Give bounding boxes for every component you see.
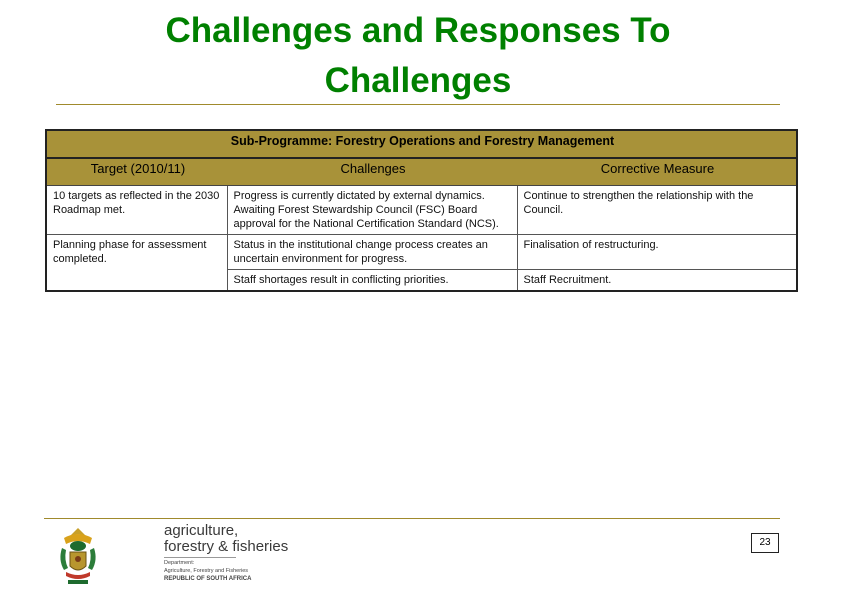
coat-of-arms-icon [56, 524, 100, 588]
dept-label: Department: [164, 560, 195, 566]
dept-name: Agriculture, Forestry and Fisheries [164, 568, 249, 574]
challenge-cell: Progress is currently dictated by external dynamics. Awaiting Forest Stewardship Council (FSC) Board approval for the National Certification Standard (NCS). [227, 186, 517, 235]
subprogramme-row [46, 130, 797, 158]
footer-divider [44, 518, 780, 519]
title-divider [56, 104, 780, 105]
column-header-corrective-measure: Corrective Measure [517, 158, 797, 186]
column-header-target: Target (2010/11) [46, 158, 227, 186]
measure-cell: Continue to strengthen the relationship with the Council. [517, 186, 797, 235]
target-cell [46, 270, 227, 292]
table-row [46, 270, 797, 292]
table-row [46, 235, 797, 270]
target-cell: Planning phase for assessment completed. [46, 235, 227, 270]
table-row [46, 186, 797, 235]
slide-title-line2: Challenges [324, 61, 512, 100]
brand-name-line2: forestry & fisheries [164, 538, 289, 555]
measure-cell: Staff Recruitment. [517, 270, 797, 292]
brand-name-line1: agriculture, [164, 522, 239, 539]
challenges-table [45, 129, 798, 292]
measure-cell: Finalisation of restructuring. [517, 235, 797, 270]
subprogramme-heading: Sub-Programme: Forestry Operations and Forestry Management [46, 130, 797, 158]
slide-title-line1: Challenges and Responses To [165, 11, 671, 50]
table-header-row [46, 158, 797, 186]
challenge-cell: Status in the institutional change process creates an uncertain environment for progress. [227, 235, 517, 270]
target-cell: 10 targets as reflected in the 2030 Roadmap met. [46, 186, 227, 235]
challenge-cell: Staff shortages result in conflicting priorities. [227, 270, 517, 292]
department-logo [54, 522, 289, 588]
brand-divider [164, 557, 236, 558]
country-name: REPUBLIC OF SOUTH AFRICA [164, 576, 252, 582]
slide-title [60, 6, 776, 106]
column-header-challenges: Challenges [227, 158, 517, 186]
page-number: 23 [751, 533, 779, 553]
